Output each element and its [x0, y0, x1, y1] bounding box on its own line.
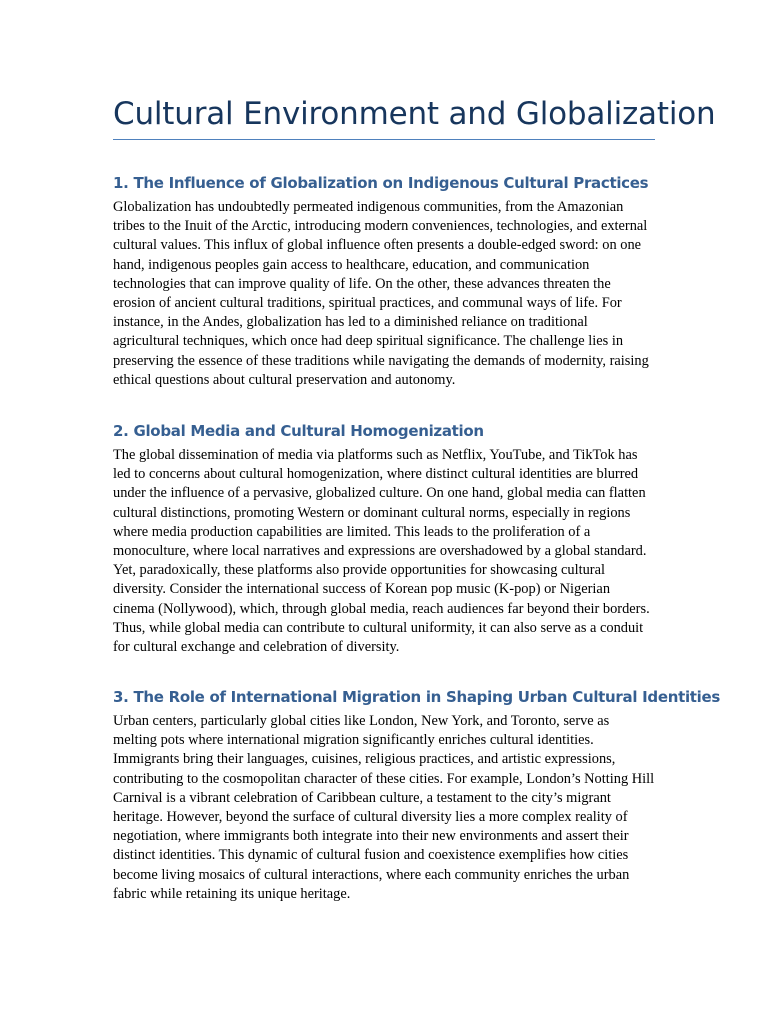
document-title: Cultural Environment and Globalization [113, 96, 716, 132]
section-international-migration [113, 686, 720, 904]
section-body: The global dissemination of media via platforms such as Netflix, YouTube, and TikTok has led to concerns about cultural homogenization, where distinct cultural identities are blurred under the influence of a pervasive, globalized culture. On one hand, global media can flatten cultural distinctions, promoting Western or dominant cultural norms, especially in regions where media production capabilities are limited. This leads to the proliferation of a monoculture, where local narratives and expressions are overshadowed by a global standard. Yet, paradoxically, these platforms also provide opportunities for showcasing cultural diversity. Consider the international success of Korean pop music (K-pop) or Nigerian cinema (Nollywood), which, through global media, reach audiences far beyond their borders. Thus, while global media can contribute to cultural uniformity, it can also serve as a conduit for cultural exchange and celebration of diversity. [113, 447, 650, 656]
section-indigenous-practices [113, 172, 655, 390]
section-heading: 2. Global Media and Cultural Homogenization [113, 422, 484, 440]
title-underline [113, 139, 655, 140]
section-body: Globalization has undoubtedly permeated indigenous communities, from the Amazonian tribes to the Inuit of the Arctic, introducing modern conveniences, technologies, and external cultural values. This influx of global influence often presents a double-edged sword: on one hand, indigenous peoples gain access to healthcare, education, and communication technologies that can improve quality of life. On the other, these advances threaten the erosion of ancient cultural traditions, spiritual practices, and communal ways of life. For instance, in the Andes, globalization has led to a diminished reliance on traditional agricultural techniques, which once had deep spiritual significance. The challenge lies in preserving the essence of these traditions while navigating the demands of modernity, raising ethical questions about cultural preservation and autonomy. [113, 199, 649, 388]
section-body: Urban centers, particularly global cities like London, New York, and Toronto, serve as melting pots where international migration significantly enriches cultural identities. Immigrants bring their languages, cuisines, religious practices, and artistic expressions, contributing to the cosmopolitan character of these cities. For example, London’s Notting Hill Carnival is a vibrant celebration of Caribbean culture, a testament to the city’s migrant heritage. However, beyond the surface of cultural diversity lies a more complex reality of negotiation, where immigrants both integrate into their new environments and assert their distinct identities. This dynamic of cultural fusion and coexistence exemplifies how cities become living mosaics of cultural interactions, where each community enriches the urban fabric while retaining its unique heritage. [113, 713, 655, 902]
section-heading: 3. The Role of International Migration in Shaping Urban Cultural Identities [113, 688, 720, 706]
section-heading: 1. The Influence of Globalization on Indigenous Cultural Practices [113, 174, 649, 192]
section-global-media [113, 420, 655, 657]
